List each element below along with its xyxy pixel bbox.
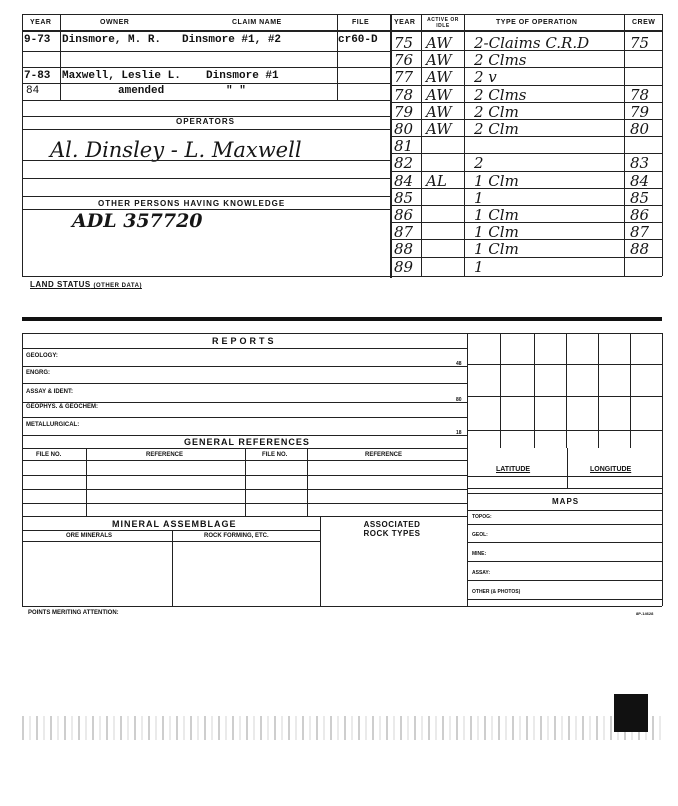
activity-row-crew: 86 <box>630 206 650 224</box>
reports-header-rule <box>22 348 467 349</box>
maps-row-rule <box>467 580 662 581</box>
top-border <box>22 14 662 15</box>
activity-header-crew: CREW <box>632 19 656 26</box>
activity-row-type: 2-Claims C.R.D <box>474 34 590 52</box>
claims-file-col-rule <box>337 14 338 100</box>
activity-type-col-rule <box>464 14 465 276</box>
activity-row-crew: 87 <box>630 223 650 241</box>
claim-row-2-claim-name: Dinsmore #1 <box>206 70 279 82</box>
claims-row-rule <box>22 67 390 68</box>
activity-crew-col-rule <box>624 14 625 276</box>
activity-row-type: 1 Clm <box>474 240 519 258</box>
bottom-rule <box>22 606 662 607</box>
scan-smudge <box>22 317 662 321</box>
activity-row-crew: 79 <box>630 103 650 121</box>
activity-row-year: 85 <box>394 189 414 207</box>
claims-header-owner: OWNER <box>100 19 130 26</box>
activity-row-rule <box>390 67 662 68</box>
activity-row-active: AW <box>426 86 452 104</box>
general-references-header-ref-2: REFERENCE <box>365 452 403 458</box>
form-number: 8P-14628 <box>636 611 654 616</box>
activity-row-active: AW <box>426 120 452 138</box>
report-row-label: ENGRG: <box>26 370 50 376</box>
claims-year-col-rule <box>60 14 61 100</box>
activity-header-rule <box>390 30 662 32</box>
activity-row-active: AW <box>426 103 452 121</box>
activity-row-type: 1 <box>474 189 484 207</box>
claim-row-2-owner: Maxwell, Leslie L. <box>62 70 181 82</box>
general-references-col-rule <box>245 448 246 516</box>
land-status-title <box>30 280 142 289</box>
land-status-label: LAND STATUS <box>30 280 91 289</box>
maps-row-rule <box>467 524 662 525</box>
rock-forming-header: ROCK FORMING, ETC. <box>204 533 269 539</box>
maps-top-rule <box>467 493 662 494</box>
general-references-col-rule <box>307 448 308 516</box>
activity-row-year: 86 <box>394 206 414 224</box>
ore-minerals-header: ORE MINERALS <box>66 533 113 539</box>
general-references-top-rule <box>22 435 467 436</box>
activity-row-rule <box>390 50 662 51</box>
operators-handwritten-entry: Al. Dinsley - L. Maxwell <box>50 138 302 162</box>
report-row-label: GEOPHYS. & GEOCHEM: <box>26 404 99 410</box>
activity-row-crew: 83 <box>630 154 650 172</box>
activity-row-rule <box>390 257 662 258</box>
report-row-label: GEOLOGY: <box>26 353 58 359</box>
operators-rule <box>22 178 390 179</box>
claims-row-rule <box>22 51 390 52</box>
activity-row-rule <box>390 171 662 172</box>
report-row-number: 48 <box>456 361 462 367</box>
claim-row-3-year: 84 <box>26 85 40 97</box>
other-persons-entry: ADL 357720 <box>72 210 203 232</box>
activity-row-rule <box>390 119 662 120</box>
scan-dark-block <box>614 694 648 732</box>
maps-row-label: TOPOG: <box>472 514 492 520</box>
activity-row-year: 82 <box>394 154 414 172</box>
activity-row-type: 1 Clm <box>474 223 519 241</box>
land-status-top-rule <box>22 276 662 277</box>
mineral-assemblage-top-rule <box>22 516 467 517</box>
claims-header-claim-name: CLAIM NAME <box>232 19 282 26</box>
right-grid-row-rule <box>467 396 662 397</box>
latitude-label: LATITUDE <box>496 466 531 473</box>
right-grid-row-rule <box>467 430 662 431</box>
activity-row-type: 2 Clms <box>474 86 527 104</box>
associated-rock-col-rule <box>320 516 321 606</box>
operators-rule <box>22 129 390 130</box>
general-references-col-rule <box>86 448 87 516</box>
maps-row-label: MINE: <box>472 551 487 557</box>
coordinates-divider <box>567 448 568 488</box>
general-references-header-ref-1: REFERENCE <box>146 452 184 458</box>
activity-row-type: 1 Clm <box>474 172 519 190</box>
maps-row-label: ASSAY: <box>472 570 491 576</box>
activity-row-year: 87 <box>394 223 414 241</box>
claim-row-2-year: 7-83 <box>24 70 51 82</box>
right-grid-row-rule <box>467 364 662 365</box>
activity-row-year: 84 <box>394 172 414 190</box>
activity-row-year: 78 <box>394 86 414 104</box>
activity-header-type: TYPE OF OPERATION <box>496 19 578 26</box>
activity-row-crew: 78 <box>630 86 650 104</box>
maps-title: MAPS <box>552 497 580 506</box>
activity-row-type: 1 Clm <box>474 206 519 224</box>
activity-row-active: AW <box>426 68 452 86</box>
other-persons-rule-top <box>22 196 390 197</box>
activity-row-active: AL <box>426 172 447 190</box>
general-references-header-file-1: FILE NO. <box>36 452 62 458</box>
claim-row-1-claim-name: Dinsmore #1, #2 <box>182 34 282 46</box>
activity-active-col-rule <box>421 14 422 276</box>
activity-row-year: 81 <box>394 137 414 155</box>
activity-row-rule <box>390 153 662 154</box>
activity-row-crew: 88 <box>630 240 650 258</box>
report-row-rule <box>22 366 467 367</box>
activity-row-rule <box>390 239 662 240</box>
coordinates-rule <box>467 476 662 477</box>
general-references-title: GENERAL REFERENCES <box>184 437 310 447</box>
mineral-assemblage-title: MINERAL ASSEMBLAGE <box>112 519 237 529</box>
activity-row-crew: 85 <box>630 189 650 207</box>
operators-title: OPERATORS <box>176 117 235 126</box>
activity-row-year: 79 <box>394 103 414 121</box>
activity-row-active: AW <box>426 51 452 69</box>
activity-row-type: 1 <box>474 258 484 276</box>
right-panel-edge <box>662 333 663 606</box>
claim-row-3-claim-name: " " <box>226 85 246 97</box>
activity-row-crew: 80 <box>630 120 650 138</box>
maps-row-rule <box>467 599 662 600</box>
claim-row-3-owner: amended <box>118 85 165 97</box>
claims-row-rule <box>22 83 390 84</box>
left-margin-rule <box>22 14 23 276</box>
report-row-number: 80 <box>456 397 462 403</box>
scan-noise-band <box>22 716 662 740</box>
claims-row-rule <box>22 100 390 101</box>
claims-header-rule <box>22 30 390 32</box>
activity-row-rule <box>390 136 662 137</box>
reports-left-rule <box>22 333 23 606</box>
activity-row-year: 88 <box>394 240 414 258</box>
mineral-assemblage-rule <box>22 541 320 542</box>
maps-row-rule <box>467 561 662 562</box>
maps-row-label: OTHER (& PHOTOS) <box>472 589 521 595</box>
mineral-assemblage-header-rule <box>22 530 320 531</box>
activity-row-crew: 75 <box>630 34 650 52</box>
points-meriting-attention: POINTS MERITING ATTENTION: <box>28 610 119 616</box>
activity-row-rule <box>390 205 662 206</box>
activity-row-active: AW <box>426 34 452 52</box>
activity-row-rule <box>390 85 662 86</box>
maps-row-rule <box>467 542 662 543</box>
claims-header-year: YEAR <box>30 19 52 26</box>
right-margin-rule <box>662 14 663 276</box>
activity-row-year: 89 <box>394 258 414 276</box>
activity-header-year: YEAR <box>394 19 416 26</box>
activity-row-rule <box>390 188 662 189</box>
claim-row-1-owner: Dinsmore, M. R. <box>62 34 162 46</box>
activity-row-rule <box>390 102 662 103</box>
activity-row-year: 80 <box>394 120 414 138</box>
associated-rock-types-header: ASSOCIATED ROCK TYPES <box>363 520 421 538</box>
operators-rule <box>22 160 390 161</box>
claim-row-1-file: cr60-D <box>338 34 378 46</box>
activity-row-type: 2 Clms <box>474 51 527 69</box>
activity-row-rule <box>390 222 662 223</box>
activity-row-crew: 84 <box>630 172 650 190</box>
maps-row-label: GEOL: <box>472 532 488 538</box>
activity-header-active: ACTIVE OR IDLE <box>427 17 459 29</box>
activity-row-type: 2 Clm <box>474 103 519 121</box>
report-row-rule <box>22 383 467 384</box>
claims-header-file: FILE <box>352 19 370 26</box>
report-row-rule <box>22 417 467 418</box>
longitude-label: LONGITUDE <box>590 466 632 473</box>
maps-header-rule <box>467 510 662 511</box>
report-row-number: 18 <box>456 430 462 436</box>
general-references-header-file-2: FILE NO. <box>262 452 288 458</box>
report-row-label: ASSAY & IDENT: <box>26 389 74 395</box>
mineral-assemblage-col-rule <box>172 530 173 606</box>
activity-row-year: 75 <box>394 34 414 52</box>
report-row-rule <box>22 402 467 403</box>
activity-row-type: 2 <box>474 154 484 172</box>
activity-row-type: 2 Clm <box>474 120 519 138</box>
claim-row-1-year: 9-73 <box>24 34 51 46</box>
other-persons-title: OTHER PERSONS HAVING KNOWLEDGE <box>98 199 286 208</box>
coordinates-rule <box>467 488 662 489</box>
land-status-subtitle: (OTHER DATA) <box>93 283 142 289</box>
activity-row-year: 77 <box>394 68 414 86</box>
activity-row-year: 76 <box>394 51 414 69</box>
report-row-label: METALLURGICAL: <box>26 422 80 428</box>
activity-row-type: 2 v <box>474 68 497 86</box>
reports-title: REPORTS <box>212 336 277 346</box>
reports-right-rule <box>467 333 468 606</box>
